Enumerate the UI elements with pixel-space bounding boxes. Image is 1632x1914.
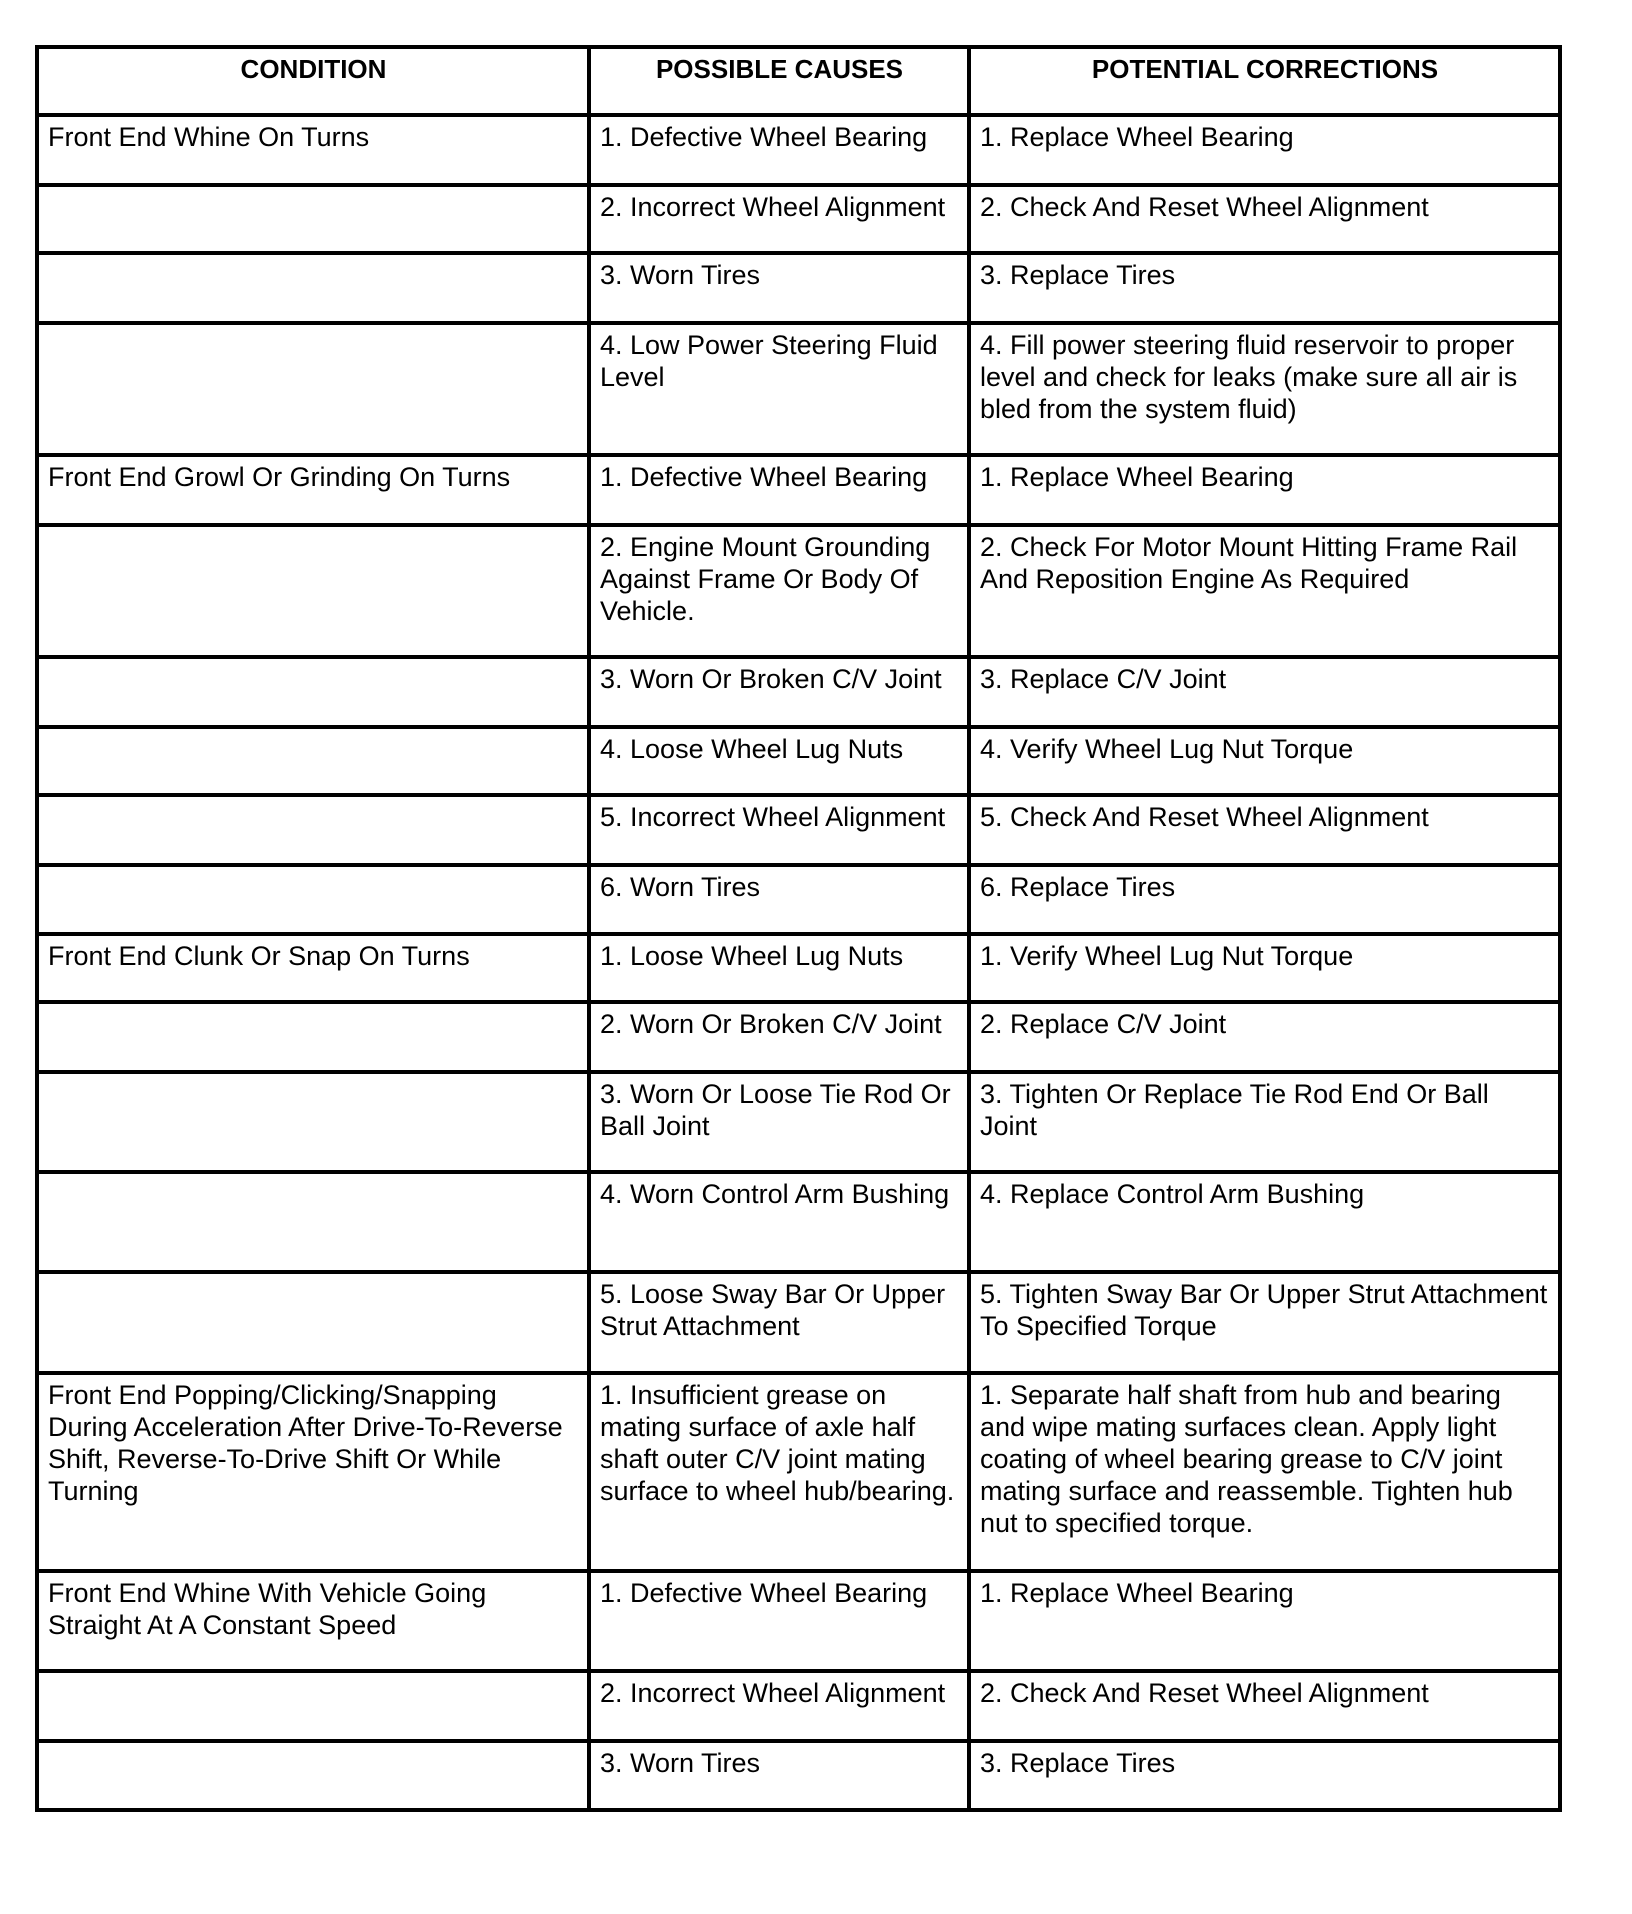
cause-cell: 1. Loose Wheel Lug Nuts (589, 934, 969, 1002)
table-row (37, 1002, 1560, 1072)
table-row (37, 1671, 1560, 1741)
correction-cell: 5. Tighten Sway Bar Or Upper Strut Attachment To Specified Torque (969, 1272, 1560, 1373)
table-row (37, 795, 1560, 865)
cause-cell: 4. Loose Wheel Lug Nuts (589, 727, 969, 795)
cause-cell: 5. Incorrect Wheel Alignment (589, 795, 969, 865)
table-row (37, 185, 1560, 253)
correction-cell: 1. Separate half shaft from hub and bearing and wipe mating surfaces clean. Apply light coating of wheel bearing grease to C/V joint mating surface and reassemble. Tighten hub nut to specified torque. (969, 1373, 1560, 1571)
correction-cell: 2. Check For Motor Mount Hitting Frame Rail And Reposition Engine As Required (969, 525, 1560, 657)
correction-cell: 2. Check And Reset Wheel Alignment (969, 1671, 1560, 1741)
table-row (37, 727, 1560, 795)
cause-cell: 1. Insufficient grease on mating surface of axle half shaft outer C/V joint mating surface to wheel hub/bearing. (589, 1373, 969, 1571)
cause-cell: 4. Low Power Steering Fluid Level (589, 323, 969, 455)
cause-cell: 4. Worn Control Arm Bushing (589, 1172, 969, 1272)
table-row (37, 323, 1560, 455)
condition-cell (37, 657, 589, 727)
table-row (37, 1272, 1560, 1373)
table-row (37, 1571, 1560, 1671)
correction-cell: 3. Tighten Or Replace Tie Rod End Or Ball Joint (969, 1072, 1560, 1172)
condition-cell (37, 727, 589, 795)
correction-cell: 5. Check And Reset Wheel Alignment (969, 795, 1560, 865)
cause-cell: 5. Loose Sway Bar Or Upper Strut Attachment (589, 1272, 969, 1373)
condition-cell (37, 253, 589, 323)
table-row (37, 115, 1560, 185)
correction-cell: 4. Fill power steering fluid reservoir to proper level and check for leaks (make sure all air is bled from the system fluid) (969, 323, 1560, 455)
correction-cell: 1. Verify Wheel Lug Nut Torque (969, 934, 1560, 1002)
header-condition: CONDITION (37, 47, 589, 115)
table-row (37, 1373, 1560, 1571)
condition-cell: Front End Popping/Clicking/Snapping During Acceleration After Drive-To-Reverse Shift, Reverse-To-Drive Shift Or While Turning (37, 1373, 589, 1571)
cause-cell: 2. Engine Mount Grounding Against Frame Or Body Of Vehicle. (589, 525, 969, 657)
table-row (37, 934, 1560, 1002)
condition-cell (37, 1002, 589, 1072)
condition-cell (37, 865, 589, 934)
correction-cell: 3. Replace C/V Joint (969, 657, 1560, 727)
condition-cell (37, 795, 589, 865)
condition-cell (37, 1272, 589, 1373)
condition-cell (37, 1172, 589, 1272)
correction-cell: 6. Replace Tires (969, 865, 1560, 934)
correction-cell: 3. Replace Tires (969, 253, 1560, 323)
cause-cell: 2. Incorrect Wheel Alignment (589, 185, 969, 253)
condition-cell (37, 1671, 589, 1741)
header-row (37, 47, 1560, 115)
cause-cell: 6. Worn Tires (589, 865, 969, 934)
table-row (37, 253, 1560, 323)
correction-cell: 4. Verify Wheel Lug Nut Torque (969, 727, 1560, 795)
correction-cell: 2. Replace C/V Joint (969, 1002, 1560, 1072)
cause-cell: 1. Defective Wheel Bearing (589, 455, 969, 525)
correction-cell: 4. Replace Control Arm Bushing (969, 1172, 1560, 1272)
condition-cell (37, 1072, 589, 1172)
cause-cell: 3. Worn Or Broken C/V Joint (589, 657, 969, 727)
table-row (37, 865, 1560, 934)
condition-cell: Front End Growl Or Grinding On Turns (37, 455, 589, 525)
condition-cell: Front End Whine With Vehicle Going Straight At A Constant Speed (37, 1571, 589, 1671)
cause-cell: 3. Worn Tires (589, 253, 969, 323)
cause-cell: 1. Defective Wheel Bearing (589, 1571, 969, 1671)
cause-cell: 1. Defective Wheel Bearing (589, 115, 969, 185)
condition-cell (37, 525, 589, 657)
table-row (37, 455, 1560, 525)
condition-cell: Front End Clunk Or Snap On Turns (37, 934, 589, 1002)
table-row (37, 525, 1560, 657)
header-possible-causes: POSSIBLE CAUSES (589, 47, 969, 115)
correction-cell: 1. Replace Wheel Bearing (969, 455, 1560, 525)
cause-cell: 3. Worn Tires (589, 1741, 969, 1810)
table-body (37, 115, 1560, 1810)
cause-cell: 3. Worn Or Loose Tie Rod Or Ball Joint (589, 1072, 969, 1172)
correction-cell: 2. Check And Reset Wheel Alignment (969, 185, 1560, 253)
cause-cell: 2. Worn Or Broken C/V Joint (589, 1002, 969, 1072)
correction-cell: 3. Replace Tires (969, 1741, 1560, 1810)
table-row (37, 1741, 1560, 1810)
condition-cell: Front End Whine On Turns (37, 115, 589, 185)
table-row (37, 1172, 1560, 1272)
correction-cell: 1. Replace Wheel Bearing (969, 1571, 1560, 1671)
cause-cell: 2. Incorrect Wheel Alignment (589, 1671, 969, 1741)
table-row (37, 657, 1560, 727)
correction-cell: 1. Replace Wheel Bearing (969, 115, 1560, 185)
diagnosis-table (35, 45, 1562, 1812)
condition-cell (37, 1741, 589, 1810)
condition-cell (37, 185, 589, 253)
header-potential-corrections: POTENTIAL CORRECTIONS (969, 47, 1560, 115)
condition-cell (37, 323, 589, 455)
table-row (37, 1072, 1560, 1172)
